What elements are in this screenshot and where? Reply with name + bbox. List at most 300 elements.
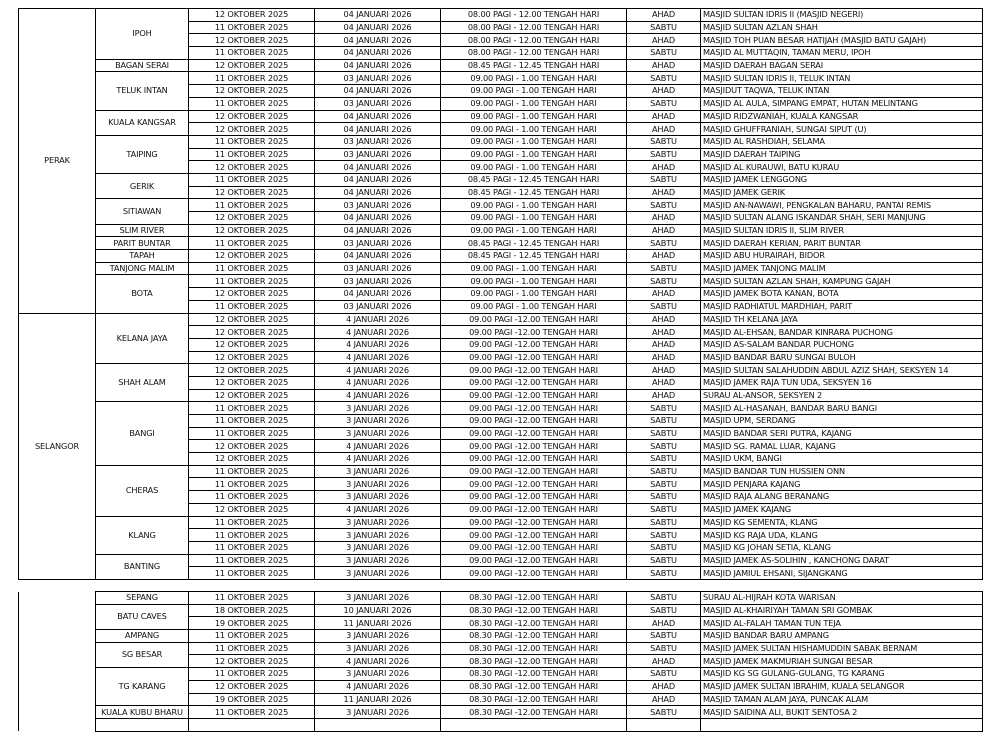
venue-cell: MASJID SULTAN IDRIS II (MASJID NEGERI) (701, 9, 983, 22)
start-date-cell: 12 OKTOBER 2025 (189, 655, 315, 668)
venue-cell: MASJID BANDAR BARU AMPANG (701, 630, 983, 643)
time-cell: 08.00 PAGI - 12.00 TENGAH HARI (441, 47, 627, 60)
end-date-cell: 4 JANUARI 2026 (315, 655, 441, 668)
venue-cell: MASJID RAJA ALANG BERANANG (701, 491, 983, 504)
day-cell: SABTU (627, 199, 701, 212)
venue-cell: MASJID AL-KHAIRIYAH TAMAN SRI GOMBAK (701, 604, 983, 617)
end-date-cell: 3 JANUARI 2026 (315, 427, 441, 440)
end-date-cell: 3 JANUARI 2026 (315, 402, 441, 415)
venue-cell: MASJID RADHIATUL MARDHIAH, PARIT (701, 300, 983, 313)
end-date-cell: 4 JANUARI 2026 (315, 338, 441, 351)
time-cell: 09.00 PAGI -12.00 TENGAH HARI (441, 364, 627, 377)
venue-cell: MASJID SULTAN AZLAN SHAH, KAMPUNG GAJAH (701, 275, 983, 288)
venue-cell: MASJID SULTAN ALANG ISKANDAR SHAH, SERI MANJUNG (701, 212, 983, 225)
end-date-cell: 11 JANUARI 2026 (315, 617, 441, 630)
end-date-cell: 3 JANUARI 2026 (315, 529, 441, 542)
district-cell: BANTING (96, 554, 189, 579)
time-cell: 09.00 PAGI - 1.00 TENGAH HARI (441, 199, 627, 212)
district-cell: CHERAS (96, 465, 189, 516)
venue-cell: MASJID ABU HURAIRAH, BIDOR (701, 250, 983, 263)
venue-cell: MASJID JAMEK LENGGONG (701, 173, 983, 186)
end-date-cell: 03 JANUARI 2026 (315, 300, 441, 313)
start-date-cell: 12 OKTOBER 2025 (189, 186, 315, 199)
end-date-cell: 03 JANUARI 2026 (315, 148, 441, 161)
venue-cell: MASJID GHUFFRANIAH, SUNGAI SIPUT (U) (701, 123, 983, 136)
venue-cell: MASJID AL-FALAH TAMAN TUN TEJA (701, 617, 983, 630)
table-row (19, 199, 983, 212)
time-cell: 08.30 PAGI -12.00 TENGAH HARI (441, 668, 627, 681)
day-cell: AHAD (627, 34, 701, 47)
venue-cell: MASJID DAERAH BAGAN SERAI (701, 59, 983, 72)
end-date-cell: 3 JANUARI 2026 (315, 567, 441, 580)
start-date-cell: 11 OKTOBER 2025 (189, 706, 315, 719)
day-cell: AHAD (627, 693, 701, 706)
time-cell: 09.00 PAGI -12.00 TENGAH HARI (441, 440, 627, 453)
district-cell: TANJONG MALIM (96, 262, 189, 275)
day-cell: SABTU (627, 173, 701, 186)
time-cell: 08.30 PAGI -12.00 TENGAH HARI (441, 592, 627, 605)
start-date-cell: 11 OKTOBER 2025 (189, 148, 315, 161)
day-cell: SABTU (627, 529, 701, 542)
end-date-cell: 03 JANUARI 2026 (315, 199, 441, 212)
time-cell: 08.00 PAGI - 12.00 TENGAH HARI (441, 21, 627, 34)
time-cell: 08.45 PAGI - 12.45 TENGAH HARI (441, 173, 627, 186)
day-cell: AHAD (627, 250, 701, 263)
start-date-cell: 11 OKTOBER 2025 (189, 97, 315, 110)
start-date-cell: 11 OKTOBER 2025 (189, 173, 315, 186)
time-cell: 08.30 PAGI -12.00 TENGAH HARI (441, 642, 627, 655)
day-cell: AHAD (627, 212, 701, 225)
start-date-cell: 12 OKTOBER 2025 (189, 364, 315, 377)
start-date-cell: 11 OKTOBER 2025 (189, 300, 315, 313)
start-date-cell: 11 OKTOBER 2025 (189, 516, 315, 529)
start-date-cell: 11 OKTOBER 2025 (189, 529, 315, 542)
district-cell: TAIPING (96, 135, 189, 173)
district-cell: KELANA JAYA (96, 313, 189, 364)
time-cell: 09.00 PAGI - 1.00 TENGAH HARI (441, 262, 627, 275)
time-cell: 08.30 PAGI -12.00 TENGAH HARI (441, 693, 627, 706)
end-date-cell: 4 JANUARI 2026 (315, 680, 441, 693)
district-cell: KUALA KANGSAR (96, 110, 189, 135)
end-date-cell: 03 JANUARI 2026 (315, 237, 441, 250)
table-row (19, 59, 983, 72)
venue-cell: MASJID AL-HASANAH, BANDAR BARU BANGI (701, 402, 983, 415)
end-date-cell: 04 JANUARI 2026 (315, 288, 441, 301)
end-date-cell: 4 JANUARI 2026 (315, 440, 441, 453)
venue-cell: MASJID PENJARA KAJANG (701, 478, 983, 491)
table-row (19, 706, 983, 719)
venue-cell: MASJID KG SG GULANG-GULANG, TG KARANG (701, 668, 983, 681)
table-row (19, 275, 983, 288)
time-cell: 08.45 PAGI - 12.45 TENGAH HARI (441, 250, 627, 263)
venue-cell: MASJID RIDZWANIAH, KUALA KANGSAR (701, 110, 983, 123)
time-cell: 09.00 PAGI - 1.00 TENGAH HARI (441, 275, 627, 288)
time-cell: 09.00 PAGI - 1.00 TENGAH HARI (441, 72, 627, 85)
district-cell: BOTA (96, 275, 189, 313)
time-cell: 09.00 PAGI -12.00 TENGAH HARI (441, 402, 627, 415)
start-date-cell: 12 OKTOBER 2025 (189, 123, 315, 136)
day-cell: SABTU (627, 541, 701, 554)
day-cell: AHAD (627, 617, 701, 630)
end-date-cell: 4 JANUARI 2026 (315, 376, 441, 389)
day-cell: SABTU (627, 554, 701, 567)
start-date-cell: 12 OKTOBER 2025 (189, 161, 315, 174)
end-date-cell: 04 JANUARI 2026 (315, 59, 441, 72)
venue-cell: MASJID JAMEK AS-SOLIHIN , KANCHONG DARAT (701, 554, 983, 567)
time-cell: 09.00 PAGI - 1.00 TENGAH HARI (441, 123, 627, 136)
venue-cell: MASJID DAERAH TAIPING (701, 148, 983, 161)
day-cell: AHAD (627, 313, 701, 326)
end-date-cell: 4 JANUARI 2026 (315, 313, 441, 326)
district-cell: AMPANG (96, 630, 189, 643)
start-date-cell: 11 OKTOBER 2025 (189, 199, 315, 212)
day-cell: SABTU (627, 262, 701, 275)
district-cell: BAGAN SERAI (96, 59, 189, 72)
end-date-cell: 04 JANUARI 2026 (315, 110, 441, 123)
end-date-cell: 3 JANUARI 2026 (315, 516, 441, 529)
day-cell: SABTU (627, 491, 701, 504)
time-cell: 09.00 PAGI - 1.00 TENGAH HARI (441, 300, 627, 313)
table-row (19, 110, 983, 123)
day-cell: AHAD (627, 338, 701, 351)
end-date-cell: 3 JANUARI 2026 (315, 478, 441, 491)
district-cell: BATU CAVES (96, 604, 189, 629)
venue-cell: MASJID BANDAR BARU SUNGAI BULOH (701, 351, 983, 364)
district-cell: PARIT BUNTAR (96, 237, 189, 250)
venue-cell: MASJID JAMEK BOTA KANAN, BOTA (701, 288, 983, 301)
time-cell: 09.00 PAGI -12.00 TENGAH HARI (441, 465, 627, 478)
start-date-cell: 11 OKTOBER 2025 (189, 541, 315, 554)
start-date-cell: 12 OKTOBER 2025 (189, 212, 315, 225)
start-date-cell: 11 OKTOBER 2025 (189, 630, 315, 643)
day-cell: AHAD (627, 389, 701, 402)
end-date-cell: 3 JANUARI 2026 (315, 592, 441, 605)
venue-cell: MASJID KG JOHAN SETIA, KLANG (701, 541, 983, 554)
venue-cell: MASJID SG. RAMAL LUAR, KAJANG (701, 440, 983, 453)
end-date-cell: 3 JANUARI 2026 (315, 642, 441, 655)
start-date-cell: 12 OKTOBER 2025 (189, 250, 315, 263)
time-cell: 09.00 PAGI -12.00 TENGAH HARI (441, 326, 627, 339)
day-cell: AHAD (627, 326, 701, 339)
end-date-cell: 3 JANUARI 2026 (315, 630, 441, 643)
end-date-cell: 4 JANUARI 2026 (315, 453, 441, 466)
start-date-cell: 18 OKTOBER 2025 (189, 604, 315, 617)
venue-cell: MASJID UPM, SERDANG (701, 415, 983, 428)
day-cell: AHAD (627, 364, 701, 377)
end-date-cell: 04 JANUARI 2026 (315, 212, 441, 225)
day-cell: SABTU (627, 47, 701, 60)
day-cell: SABTU (627, 465, 701, 478)
end-date-cell: 4 JANUARI 2026 (315, 389, 441, 402)
end-date-cell: 3 JANUARI 2026 (315, 706, 441, 719)
table-row (19, 630, 983, 643)
day-cell: SABTU (627, 415, 701, 428)
day-cell: SABTU (627, 478, 701, 491)
district-cell: SG BESAR (96, 642, 189, 667)
end-date-cell: 03 JANUARI 2026 (315, 275, 441, 288)
state-cell: SELANGOR (19, 313, 96, 579)
start-date-cell: 12 OKTOBER 2025 (189, 338, 315, 351)
district-cell: SITIAWAN (96, 199, 189, 224)
start-date-cell: 11 OKTOBER 2025 (189, 262, 315, 275)
start-date-cell: 11 OKTOBER 2025 (189, 135, 315, 148)
start-date-cell: 12 OKTOBER 2025 (189, 85, 315, 98)
district-cell: SHAH ALAM (96, 364, 189, 402)
day-cell: AHAD (627, 376, 701, 389)
time-cell: 08.00 PAGI - 12.00 TENGAH HARI (441, 34, 627, 47)
district-cell: GERIK (96, 173, 189, 198)
day-cell: SABTU (627, 567, 701, 580)
table-row (19, 668, 983, 681)
schedule-table-body (19, 592, 983, 732)
table-row (19, 237, 983, 250)
table-row (19, 250, 983, 263)
end-date-cell: 04 JANUARI 2026 (315, 123, 441, 136)
empty-cell (701, 718, 983, 731)
table-row (19, 364, 983, 377)
start-date-cell: 11 OKTOBER 2025 (189, 668, 315, 681)
venue-cell: SURAU AL-ANSOR, SEKSYEN 2 (701, 389, 983, 402)
table-row (19, 224, 983, 237)
time-cell: 08.30 PAGI -12.00 TENGAH HARI (441, 706, 627, 719)
time-cell: 09.00 PAGI -12.00 TENGAH HARI (441, 427, 627, 440)
table-row (19, 9, 983, 22)
time-cell: 09.00 PAGI -12.00 TENGAH HARI (441, 376, 627, 389)
venue-cell: MASJID JAMEK TANJONG MALIM (701, 262, 983, 275)
day-cell: SABTU (627, 275, 701, 288)
time-cell: 08.45 PAGI - 12.45 TENGAH HARI (441, 237, 627, 250)
day-cell: AHAD (627, 186, 701, 199)
time-cell: 09.00 PAGI -12.00 TENGAH HARI (441, 313, 627, 326)
time-cell: 09.00 PAGI - 1.00 TENGAH HARI (441, 212, 627, 225)
time-cell: 09.00 PAGI -12.00 TENGAH HARI (441, 491, 627, 504)
time-cell: 08.30 PAGI -12.00 TENGAH HARI (441, 680, 627, 693)
district-cell: KUALA KUBU BHARU (96, 706, 189, 719)
day-cell: AHAD (627, 59, 701, 72)
start-date-cell: 19 OKTOBER 2025 (189, 617, 315, 630)
start-date-cell: 12 OKTOBER 2025 (189, 351, 315, 364)
day-cell: SABTU (627, 453, 701, 466)
day-cell: SABTU (627, 668, 701, 681)
end-date-cell: 04 JANUARI 2026 (315, 9, 441, 22)
venue-cell: MASJID SULTAN SALAHUDDIN ABDUL AZIZ SHAH, SEKSYEN 14 (701, 364, 983, 377)
table-row (19, 173, 983, 186)
time-cell: 09.00 PAGI - 1.00 TENGAH HARI (441, 110, 627, 123)
venue-cell: MASJID BANDAR SERI PUTRA, KAJANG (701, 427, 983, 440)
schedule-table-body (19, 9, 983, 580)
time-cell: 08.30 PAGI -12.00 TENGAH HARI (441, 630, 627, 643)
district-cell: TELUK INTAN (96, 72, 189, 110)
table-row (19, 604, 983, 617)
venue-cell: SURAU AL-HIJRAH KOTA WARISAN (701, 592, 983, 605)
time-cell: 09.00 PAGI -12.00 TENGAH HARI (441, 478, 627, 491)
venue-cell: MASJID KG SEMENTA, KLANG (701, 516, 983, 529)
end-date-cell: 04 JANUARI 2026 (315, 85, 441, 98)
day-cell: AHAD (627, 110, 701, 123)
day-cell: SABTU (627, 97, 701, 110)
time-cell: 08.00 PAGI - 12.00 TENGAH HARI (441, 9, 627, 22)
day-cell: AHAD (627, 123, 701, 136)
time-cell: 08.30 PAGI -12.00 TENGAH HARI (441, 655, 627, 668)
end-date-cell: 04 JANUARI 2026 (315, 186, 441, 199)
district-cell: IPOH (96, 9, 189, 60)
table-row-cut-off (19, 718, 983, 731)
venue-cell: MASJID AS-SALAM BANDAR PUCHONG (701, 338, 983, 351)
table-row (19, 313, 983, 326)
day-cell: SABTU (627, 642, 701, 655)
time-cell: 09.00 PAGI -12.00 TENGAH HARI (441, 338, 627, 351)
district-cell: BANGI (96, 402, 189, 465)
time-cell: 09.00 PAGI - 1.00 TENGAH HARI (441, 97, 627, 110)
start-date-cell: 11 OKTOBER 2025 (189, 21, 315, 34)
time-cell: 08.45 PAGI - 12.45 TENGAH HARI (441, 186, 627, 199)
start-date-cell: 12 OKTOBER 2025 (189, 503, 315, 516)
start-date-cell: 19 OKTOBER 2025 (189, 693, 315, 706)
table-row (19, 642, 983, 655)
venue-cell: MASJID KG RAJA UDA, KLANG (701, 529, 983, 542)
day-cell: SABTU (627, 148, 701, 161)
venue-cell: MASJID TH KELANA JAYA (701, 313, 983, 326)
state-cell: PERAK (19, 9, 96, 314)
day-cell: SABTU (627, 135, 701, 148)
day-cell: AHAD (627, 351, 701, 364)
start-date-cell: 12 OKTOBER 2025 (189, 59, 315, 72)
time-cell: 09.00 PAGI -12.00 TENGAH HARI (441, 415, 627, 428)
day-cell: SABTU (627, 630, 701, 643)
venue-cell: MASJID JAMEK SULTAN HISHAMUDDIN SABAK BERNAM (701, 642, 983, 655)
end-date-cell: 3 JANUARI 2026 (315, 415, 441, 428)
end-date-cell: 4 JANUARI 2026 (315, 364, 441, 377)
table-row (19, 402, 983, 415)
time-cell: 09.00 PAGI - 1.00 TENGAH HARI (441, 288, 627, 301)
time-cell: 09.00 PAGI -12.00 TENGAH HARI (441, 554, 627, 567)
venue-cell: MASJID AL KURAUWI, BATU KURAU (701, 161, 983, 174)
time-cell: 09.00 PAGI -12.00 TENGAH HARI (441, 453, 627, 466)
day-cell: SABTU (627, 503, 701, 516)
start-date-cell: 11 OKTOBER 2025 (189, 642, 315, 655)
table-row (19, 135, 983, 148)
district-cell: TG KARANG (96, 668, 189, 706)
empty-cell (315, 718, 441, 731)
venue-cell: MASJID JAMEK RAJA TUN UDA, SEKSYEN 16 (701, 376, 983, 389)
day-cell: SABTU (627, 516, 701, 529)
time-cell: 08.30 PAGI -12.00 TENGAH HARI (441, 604, 627, 617)
end-date-cell: 03 JANUARI 2026 (315, 135, 441, 148)
start-date-cell: 12 OKTOBER 2025 (189, 440, 315, 453)
start-date-cell: 11 OKTOBER 2025 (189, 491, 315, 504)
venue-cell: MASJID SULTAN IDRIS II, TELUK INTAN (701, 72, 983, 85)
venue-cell: MASJID AL MUTTAQIN, TAMAN MERU, IPOH (701, 47, 983, 60)
time-cell: 09.00 PAGI -12.00 TENGAH HARI (441, 351, 627, 364)
end-date-cell: 04 JANUARI 2026 (315, 224, 441, 237)
start-date-cell: 12 OKTOBER 2025 (189, 376, 315, 389)
start-date-cell: 11 OKTOBER 2025 (189, 402, 315, 415)
start-date-cell: 12 OKTOBER 2025 (189, 9, 315, 22)
start-date-cell: 11 OKTOBER 2025 (189, 465, 315, 478)
venue-cell: MASJID UKM, BANGI (701, 453, 983, 466)
end-date-cell: 03 JANUARI 2026 (315, 262, 441, 275)
day-cell: SABTU (627, 402, 701, 415)
venue-cell: MASJID AL AULA, SIMPANG EMPAT, HUTAN MELINTANG (701, 97, 983, 110)
day-cell: SABTU (627, 440, 701, 453)
end-date-cell: 03 JANUARI 2026 (315, 72, 441, 85)
time-cell: 09.00 PAGI -12.00 TENGAH HARI (441, 529, 627, 542)
start-date-cell: 11 OKTOBER 2025 (189, 72, 315, 85)
start-date-cell: 11 OKTOBER 2025 (189, 47, 315, 60)
time-cell: 09.00 PAGI -12.00 TENGAH HARI (441, 541, 627, 554)
table-row (19, 262, 983, 275)
schedule-table-part-2 (18, 591, 983, 732)
end-date-cell: 04 JANUARI 2026 (315, 250, 441, 263)
venue-cell: MASJID SAIDINA ALI, BUKIT SENTOSA 2 (701, 706, 983, 719)
venue-cell: MASJID TAMAN ALAM JAYA, PUNCAK ALAM (701, 693, 983, 706)
start-date-cell: 11 OKTOBER 2025 (189, 554, 315, 567)
end-date-cell: 04 JANUARI 2026 (315, 34, 441, 47)
table-row (19, 465, 983, 478)
district-cell: TAPAH (96, 250, 189, 263)
start-date-cell: 12 OKTOBER 2025 (189, 288, 315, 301)
start-date-cell: 12 OKTOBER 2025 (189, 680, 315, 693)
table-row (19, 592, 983, 605)
empty-cell (441, 718, 627, 731)
time-cell: 09.00 PAGI - 1.00 TENGAH HARI (441, 135, 627, 148)
end-date-cell: 3 JANUARI 2026 (315, 554, 441, 567)
day-cell: AHAD (627, 85, 701, 98)
day-cell: AHAD (627, 680, 701, 693)
end-date-cell: 3 JANUARI 2026 (315, 465, 441, 478)
end-date-cell: 11 JANUARI 2026 (315, 693, 441, 706)
venue-cell: MASJID JAMEK GERIK (701, 186, 983, 199)
start-date-cell: 12 OKTOBER 2025 (189, 326, 315, 339)
venue-cell: MASJID JAMEK SULTAN IBRAHIM, KUALA SELANGOR (701, 680, 983, 693)
day-cell: SABTU (627, 72, 701, 85)
time-cell: 09.00 PAGI - 1.00 TENGAH HARI (441, 85, 627, 98)
state-cell (19, 592, 96, 732)
time-cell: 09.00 PAGI - 1.00 TENGAH HARI (441, 224, 627, 237)
day-cell: SABTU (627, 427, 701, 440)
venue-cell: MASJID JAMIUL EHSANI, SIJANGKANG (701, 567, 983, 580)
district-cell: SLIM RIVER (96, 224, 189, 237)
start-date-cell: 11 OKTOBER 2025 (189, 567, 315, 580)
empty-cell (627, 718, 701, 731)
start-date-cell: 12 OKTOBER 2025 (189, 110, 315, 123)
end-date-cell: 4 JANUARI 2026 (315, 503, 441, 516)
time-cell: 09.00 PAGI -12.00 TENGAH HARI (441, 567, 627, 580)
district-cell: KLANG (96, 516, 189, 554)
start-date-cell: 12 OKTOBER 2025 (189, 453, 315, 466)
venue-cell: MASJID AL RASHDIAH, SELAMA (701, 135, 983, 148)
day-cell: SABTU (627, 604, 701, 617)
day-cell: SABTU (627, 592, 701, 605)
day-cell: AHAD (627, 288, 701, 301)
end-date-cell: 03 JANUARI 2026 (315, 97, 441, 110)
end-date-cell: 04 JANUARI 2026 (315, 173, 441, 186)
start-date-cell: 11 OKTOBER 2025 (189, 237, 315, 250)
end-date-cell: 04 JANUARI 2026 (315, 21, 441, 34)
day-cell: AHAD (627, 655, 701, 668)
venue-cell: MASJID AL-EHSAN, BANDAR KINRARA PUCHONG (701, 326, 983, 339)
venue-cell: MASJIDUT TAQWA, TELUK INTAN (701, 85, 983, 98)
venue-cell: MASJID JAMEK KAJANG (701, 503, 983, 516)
time-cell: 09.00 PAGI -12.00 TENGAH HARI (441, 389, 627, 402)
start-date-cell: 12 OKTOBER 2025 (189, 34, 315, 47)
day-cell: SABTU (627, 706, 701, 719)
venue-cell: MASJID JAMEK MAKMURIAH SUNGAI BESAR (701, 655, 983, 668)
venue-cell: MASJID SULTAN AZLAN SHAH (701, 21, 983, 34)
start-date-cell: 12 OKTOBER 2025 (189, 224, 315, 237)
empty-cell (96, 718, 189, 731)
schedule-table-part-1 (18, 8, 983, 580)
